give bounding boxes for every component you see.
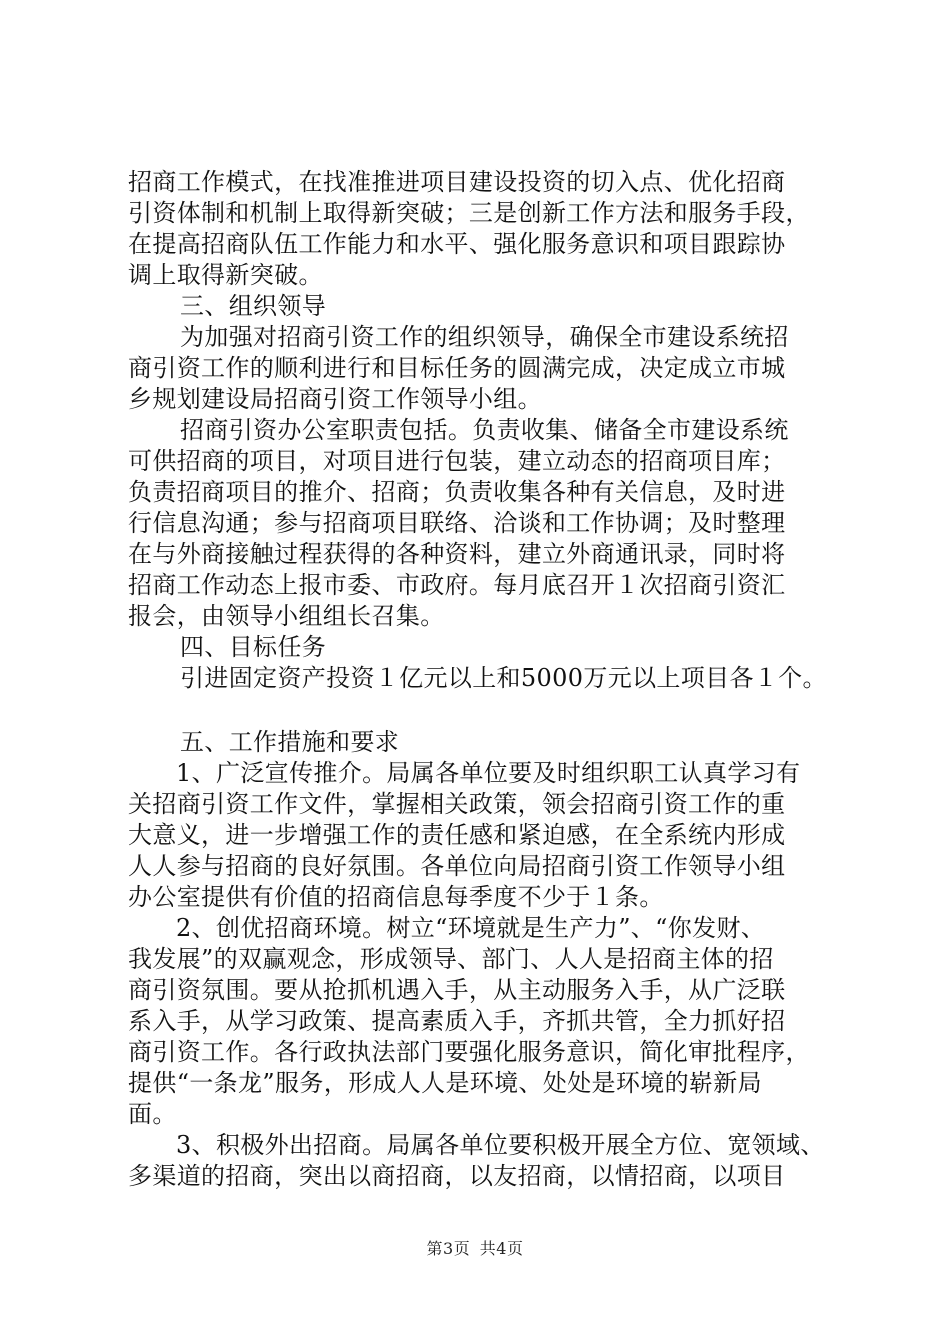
body-line: 大意义，进一步增强工作的责任感和紧迫感，在全系统内形成 <box>128 821 786 849</box>
body-line: 引进固定资产投资１亿元以上和5000万元以上项目各１个。 <box>180 664 827 692</box>
body-line: 1、广泛宣传推介。局属各单位要及时组织职工认真学习有 <box>176 759 801 787</box>
body-line: 商引资氛围。要从抢抓机遇入手，从主动服务入手，从广泛联 <box>128 976 786 1004</box>
section-heading: 五、工作措施和要求 <box>180 728 400 756</box>
body-line: 办公室提供有价值的招商信息每季度不少于１条。 <box>128 883 664 911</box>
body-line: 招商工作动态上报市委、市政府。每月底召开１次招商引资汇 <box>128 571 786 599</box>
body-line: 提供“一条龙”服务，形成人人是环境、处处是环境的崭新局 <box>128 1069 762 1097</box>
body-line: 为加强对招商引资工作的组织领导，确保全市建设系统招 <box>180 323 789 351</box>
body-line: 可供招商的项目，对项目进行包装，建立动态的招商项目库； <box>128 447 786 475</box>
body-line: 系入手，从学习政策、提高素质入手，齐抓共管，全力抓好招 <box>128 1007 786 1035</box>
page-total: 共4页 <box>479 1239 524 1258</box>
body-line: 调上取得新突破。 <box>128 261 323 289</box>
page-footer <box>0 1236 950 1259</box>
section-heading: 四、目标任务 <box>180 633 327 661</box>
body-line: 关招商引资工作文件，掌握相关政策，领会招商引资工作的重 <box>128 790 786 818</box>
body-line: 2、创优招商环境。树立“环境就是生产力”、“你发财、 <box>176 914 766 942</box>
body-line: 我发展”的双赢观念，形成领导、部门、人人是招商主体的招 <box>128 945 774 973</box>
body-line: 乡规划建设局招商引资工作领导小组。 <box>128 385 542 413</box>
body-line: 引资体制和机制上取得新突破；三是创新工作方法和服务手段， <box>128 199 810 227</box>
body-line: 行信息沟通；参与招商项目联络、洽谈和工作协调；及时整理 <box>128 509 786 537</box>
body-line: 报会，由领导小组组长召集。 <box>128 602 445 630</box>
body-line: 商引资工作的顺利进行和目标任务的圆满完成，决定成立市城 <box>128 354 786 382</box>
paragraph-gap <box>128 694 840 727</box>
body-line: 商引资工作。各行政执法部门要强化服务意识，简化审批程序， <box>128 1038 810 1066</box>
body-line: 人人参与招商的良好氛围。各单位向局招商引资工作领导小组 <box>128 852 786 880</box>
body-line: 3、积极外出招商。局属各单位要积极开展全方位、宽领域、 <box>176 1131 825 1159</box>
body-line: 在提高招商队伍工作能力和水平、强化服务意识和项目跟踪协 <box>128 230 786 258</box>
document-body <box>128 167 840 1192</box>
body-line: 多渠道的招商，突出以商招商，以友招商，以情招商，以项目 <box>128 1162 786 1190</box>
body-line: 招商工作模式，在找准推进项目建设投资的切入点、优化招商 <box>128 168 786 196</box>
body-line: 面。 <box>128 1100 177 1128</box>
body-line: 招商引资办公室职责包括。负责收集、储备全市建设系统 <box>180 416 789 444</box>
section-heading: 三、组织领导 <box>180 292 327 320</box>
body-line: 负责招商项目的推介、招商；负责收集各种有关信息，及时进 <box>128 478 786 506</box>
body-line: 在与外商接触过程获得的各种资料，建立外商通讯录，同时将 <box>128 540 786 568</box>
page-number: 第3页 <box>426 1239 471 1258</box>
